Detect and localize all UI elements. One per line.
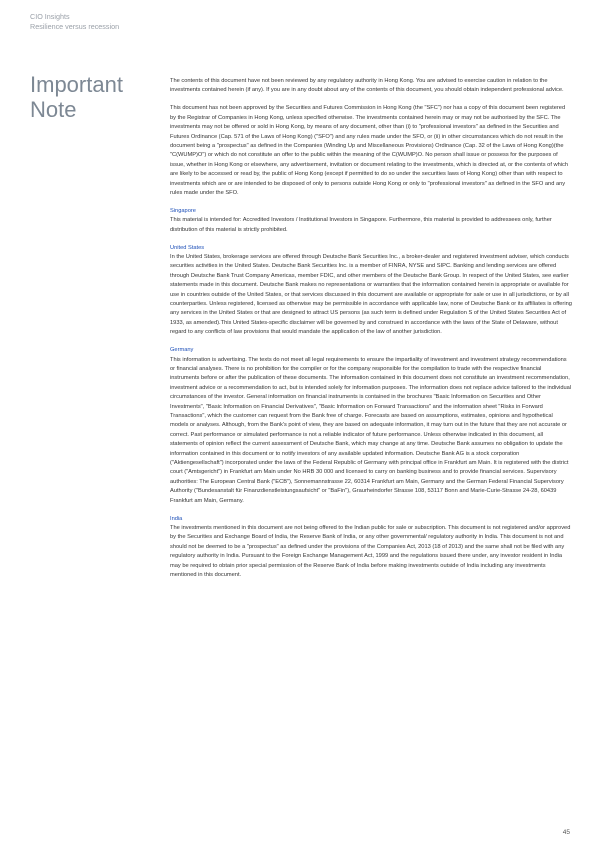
intro-paragraph: The contents of this document have not been reviewed by any regulatory authority in Hong Kong. You are advised to exercise caution in relation to the investments contained herein (if any). If you are in any doubt about any of the contents of this document, you should obtain independent professional advice.	[170, 78, 564, 94]
header-report-title: Resilience versus recession	[30, 21, 120, 31]
page-number: 45	[562, 829, 570, 836]
section-germany	[170, 346, 572, 506]
hong-kong-paragraph: This document has not been approved by the Securities and Futures Commission in Hong Kong (the "SFC") nor has a copy of this document been registered by the Registrar of Companies in Hong Kong, unless specified otherwise. The investments contained herein may or may not be authorised by the SFC. The investments may not be offered or sold in Hong Kong, by means of any document, other than (i) to "professional investors" as defined in the Securities and Futures Ordinance (Cap. 571 of the Laws of Hong Kong) ("SFO") and any rules made under the SFO, or (ii) in other circumstances which do not result in the document being a "prospectus" as defined in the Companies (Winding Up and Miscellaneous Provisions) Ordinance (Cap. 32 of the Laws of Hong Kong)(the "C(WUMP)O") or which do not constitute an offer to the public within the meaning of the C(WUMP)O. No person shall issue or possess for the purposes of issue, whether in Hong Kong or elsewhere, any advertisement, invitation or document relating to the investments, which is directed at, or the contents of which are likely to be accessed or read by, the public of Hong Kong (except if permitted to do so under the securities laws of Hong Kong) other than with respect to investments which are or are intended to be disposed of only to persons outside Hong Kong or only to "professional investors" as defined in the SFO and any rules made under the SFO.	[170, 105, 569, 196]
header-series-title: CIO Insights	[30, 12, 70, 21]
section-body: The investments mentioned in this document are not being offered to the Indian public for sale or subscription. This document is not registered and/or approved by the Securities and Exchange Board of India, the Reserve Bank of India, or any other governmental/ regulatory authority in India. This document is not and should not be deemed to be a "prospectus" as defined under the provisions of the Companies Act, 2013 (18 of 2013) and the same shall not be filed with any regulatory authority in India. Pursuant to the Foreign Exchange Management Act, 1999 and the regulations issued there under, any investor resident in India may be required to obtain prior special permission of the Reserve Bank of India before making investments outside of India including any investments mentioned in this document.	[170, 524, 571, 578]
section-heading: India	[170, 515, 183, 522]
section-heading: United States	[170, 244, 205, 251]
running-header	[30, 12, 119, 31]
section-heading: Singapore	[170, 207, 196, 214]
section-india	[170, 515, 572, 581]
section-heading: Germany	[170, 347, 194, 354]
section-body: This information is advertising. The texts do not meet all legal requirements to ensure the impartiality of investment and investment strategy recommendations or financial analyses. There is no prohibition for the compiler or for the company responsible for the compilation to trade with the respective financial instruments before or after the publication of these documents. The information contained in this document does not constitute an investment recommendation, investment advice or a recommendation to act, but is intended solely for information purposes. The information does not replace advice tailored to the individual circumstances of the investor. General information on financial instruments is contained in the brochures "Basic Information on Securities and Other Investments", "Basic Information on Financial Derivatives", "Basic Information on Forward Transactions" and the information sheet "Risks in Forward Transactions", which the customer can request from the Bank free of charge. Forecasts are based on assumptions, estimates, opinions and hypothetical models or analyses. Although, from the Bank's point of view, they are based on adequate information, it may turn out in the future that they are not accurate or correct. Past performance or simulated performance is not a reliable indicator of future performance. Unless otherwise indicated in this document, all statements of opinion reflect the current assessment of Deutsche Bank, which may change at any time. Deutsche Bank assumes no obligation to update the information contained in this document or to notify investors of any available updated information. Deutsche Bank AG is a stock corporation ("Aktiengesellschaft") incorporated under the laws of the Federal Republic of Germany with principal office in Frankfurt am Main. It is registered with the district court ("Amtsgericht") in Frankfurt am Main under No HRB 30 000 and licensed to carry on banking business and to provide financial services. Supervisory authorities: The European Central Bank ("ECB"), Sonnemannstrasse 22, 60314 Frankfurt am Main, Germany and the German Federal Financial Supervisory Authority ("Bundesanstalt für Finanzdienstleistungsaufsicht" or "BaFin"), Graurheindorfer Strasse 108, 53117 Bonn and Marie-Curie-Strasse 24-28, 60439 Frankfurt am Main, Germany.	[170, 356, 572, 504]
section-united-states	[170, 244, 572, 338]
disclaimer-body	[170, 77, 572, 589]
section-singapore	[170, 207, 572, 235]
section-body: This material is intended for: Accredited Investors / Institutional Investors in Singapore. Furthermore, this material is provided to addressees only, further distribution of this material is strictly prohibited.	[170, 217, 552, 233]
section-body: In the United States, brokerage services are offered through Deutsche Bank Securities Inc., a broker-dealer and registered investment adviser, which conducts securities activities in the United States. Deutsche Bank Securities Inc. is a member of FINRA, NYSE and SIPC. Banking and lending services are offered through Deutsche Bank Trust Company Americas, member FDIC, and other members of the Deutsche Bank Group. In respect of the United States, see earlier statements made in this document. Deutsche Bank makes no representations or warranties that the information contained herein is appropriate or available for use in countries outside of the United States, or that services discussed in this document are available or appropriate for sale or use in all jurisdictions, or by all counterparties. Unless registered, licensed as otherwise may be permissible in accordance with applicable law, none of Deutsche Bank or its affiliates is offering any services in the United States or that are designed to attract US persons (as such term is defined under Regulation S of the United States Securities Act of 1933, as amended).This United States-specific disclaimer will be governed by and construed in accordance with the laws of the State of Delaware, without regard to any conflicts of law provisions that would mandate the application of the law of another jurisdiction.	[170, 254, 572, 336]
page-title: Important Note	[30, 72, 123, 122]
